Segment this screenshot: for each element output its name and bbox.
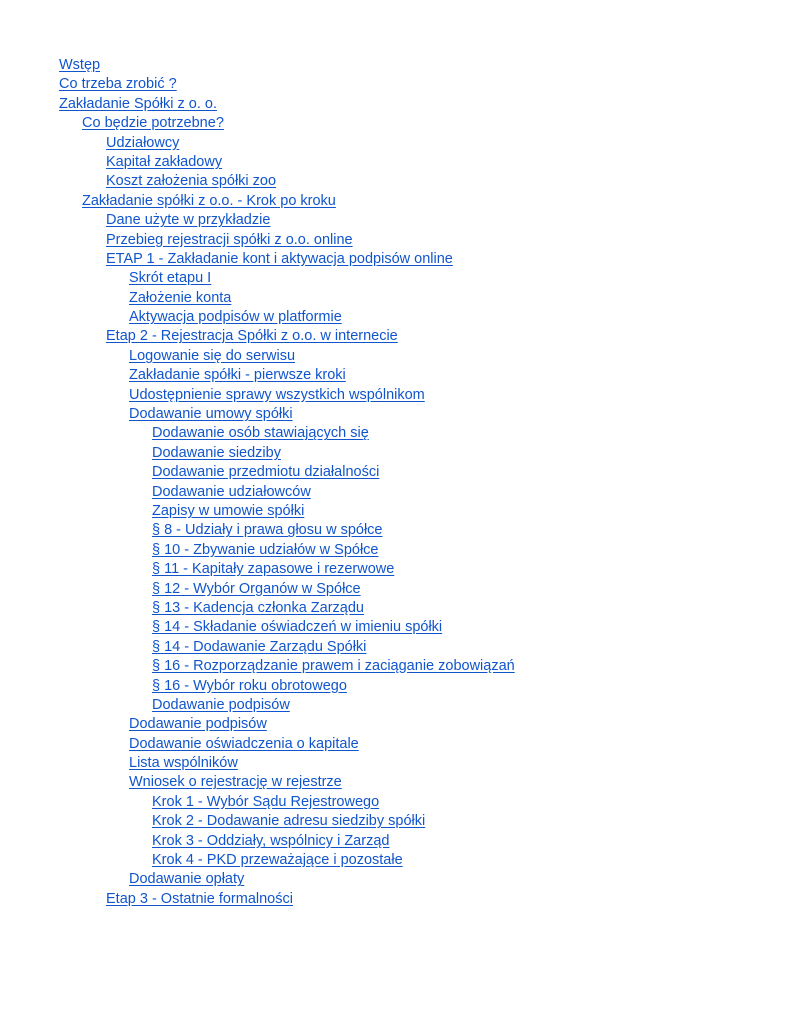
toc-entry	[59, 831, 515, 850]
toc-entry	[59, 714, 515, 733]
toc-link[interactable]: Zakładanie Spółki z o. o.	[59, 95, 217, 112]
toc-link[interactable]: Wniosek o rejestrację w rejestrze	[129, 774, 342, 791]
toc-entry	[59, 443, 515, 462]
toc-link[interactable]: Przebieg rejestracji spółki z o.o. online	[106, 231, 353, 248]
toc-link[interactable]: Udziałowcy	[106, 134, 180, 151]
toc-link[interactable]: Wstęp	[59, 57, 101, 73]
toc-entry	[59, 772, 515, 791]
toc-entry	[59, 734, 515, 753]
toc-entry	[59, 676, 515, 695]
toc-link[interactable]: Etap 3 - Ostatnie formalności	[106, 890, 293, 907]
toc-entry	[59, 171, 515, 190]
toc-entry	[59, 74, 515, 93]
toc-entry	[59, 191, 515, 210]
toc-entry	[59, 152, 515, 171]
toc-entry	[59, 695, 515, 714]
toc-link[interactable]: Dane użyte w przykładzie	[106, 212, 271, 229]
toc-entry	[59, 617, 515, 636]
toc-entry	[59, 423, 515, 442]
toc-entry	[59, 869, 515, 888]
toc-entry	[59, 94, 515, 113]
toc-entry	[59, 249, 515, 268]
toc-link[interactable]: Dodawanie opłaty	[129, 871, 245, 888]
toc-link[interactable]: § 14 - Składanie oświadczeń w imieniu spółki	[152, 619, 443, 636]
toc-link[interactable]: ETAP 1 - Zakładanie kont i aktywacja podpisów online	[106, 250, 453, 267]
toc-entry	[59, 656, 515, 675]
toc-link[interactable]: Krok 1 - Wybór Sądu Rejestrowego	[152, 793, 380, 810]
toc-link[interactable]: Dodawanie siedziby	[152, 444, 281, 461]
toc-link[interactable]: § 16 - Wybór roku obrotowego	[152, 677, 347, 694]
toc-entry	[59, 520, 515, 539]
toc-link[interactable]: Aktywacja podpisów w platformie	[129, 309, 342, 326]
toc-entry	[59, 365, 515, 384]
toc-entry	[59, 268, 515, 287]
toc-link[interactable]: § 11 - Kapitały zapasowe i rezerwowe	[152, 561, 395, 578]
toc-entry	[59, 404, 515, 423]
toc-link[interactable]: Lista wspólników	[129, 755, 238, 772]
toc-link[interactable]: § 13 - Kadencja członka Zarządu	[152, 599, 364, 616]
toc-entry	[59, 288, 515, 307]
toc-link[interactable]: Dodawanie osób stawiających się	[152, 425, 369, 442]
toc-link[interactable]: Zapisy w umowie spółki	[152, 502, 305, 519]
toc-entry	[59, 326, 515, 345]
toc-entry	[59, 113, 515, 132]
toc-entry	[59, 559, 515, 578]
toc-link[interactable]: Koszt założenia spółki zoo	[106, 173, 277, 190]
toc-link[interactable]: § 14 - Dodawanie Zarządu Spółki	[152, 638, 367, 655]
toc-link[interactable]: Logowanie się do serwisu	[129, 347, 296, 364]
toc-entry	[59, 210, 515, 229]
toc-entry	[59, 598, 515, 617]
toc-link[interactable]: Co będzie potrzebne?	[82, 115, 224, 132]
toc-link[interactable]: Założenie konta	[129, 289, 232, 306]
toc-link[interactable]: Kapitał zakładowy	[106, 153, 223, 170]
toc-link[interactable]: § 12 - Wybór Organów w Spółce	[152, 580, 361, 597]
toc-entry	[59, 753, 515, 772]
toc-link[interactable]: Co trzeba zrobić ?	[59, 76, 177, 93]
toc-entry	[59, 540, 515, 559]
toc-entry	[59, 346, 515, 365]
toc-entry	[59, 462, 515, 481]
toc-link[interactable]: Etap 2 - Rejestracja Spółki z o.o. w internecie	[106, 328, 398, 345]
toc-link[interactable]: Zakładanie spółki - pierwsze kroki	[129, 367, 346, 384]
toc-entry	[59, 811, 515, 830]
toc-entry	[59, 792, 515, 811]
toc-link[interactable]: Dodawanie przedmiotu działalności	[152, 464, 380, 481]
toc-link[interactable]: Dodawanie udziałowców	[152, 483, 311, 500]
toc-entry	[59, 482, 515, 501]
toc-link[interactable]: Krok 2 - Dodawanie adresu siedziby spółki	[152, 813, 426, 830]
toc-entry	[59, 889, 515, 908]
toc-link[interactable]: Dodawanie podpisów	[129, 716, 267, 733]
toc-entry	[59, 307, 515, 326]
toc-link[interactable]: Zakładanie spółki z o.o. - Krok po kroku	[82, 192, 336, 209]
toc-link[interactable]: Skrót etapu I	[129, 270, 212, 287]
toc-link[interactable]: Udostępnienie sprawy wszystkich wspólnikom	[129, 386, 425, 403]
toc-link[interactable]: Dodawanie umowy spółki	[129, 406, 293, 423]
toc-entry	[59, 230, 515, 249]
toc-link[interactable]: § 10 - Zbywanie udziałów w Spółce	[152, 541, 379, 558]
toc-entry	[59, 385, 515, 404]
table-of-contents	[59, 55, 515, 908]
toc-entry	[59, 637, 515, 656]
toc-link[interactable]: Dodawanie oświadczenia o kapitale	[129, 735, 359, 752]
toc-link[interactable]: § 8 - Udziały i prawa głosu w spółce	[152, 522, 383, 539]
toc-entry	[59, 55, 515, 74]
toc-entry	[59, 501, 515, 520]
toc-entry	[59, 850, 515, 869]
toc-link[interactable]: Krok 4 - PKD przeważające i pozostałe	[152, 852, 403, 869]
toc-link[interactable]: Krok 3 - Oddziały, wspólnicy i Zarząd	[152, 832, 390, 849]
toc-entry	[59, 133, 515, 152]
toc-link[interactable]: Dodawanie podpisów	[152, 696, 290, 713]
toc-entry	[59, 579, 515, 598]
toc-link[interactable]: § 16 - Rozporządzanie prawem i zaciąganie zobowiązań	[152, 658, 515, 675]
